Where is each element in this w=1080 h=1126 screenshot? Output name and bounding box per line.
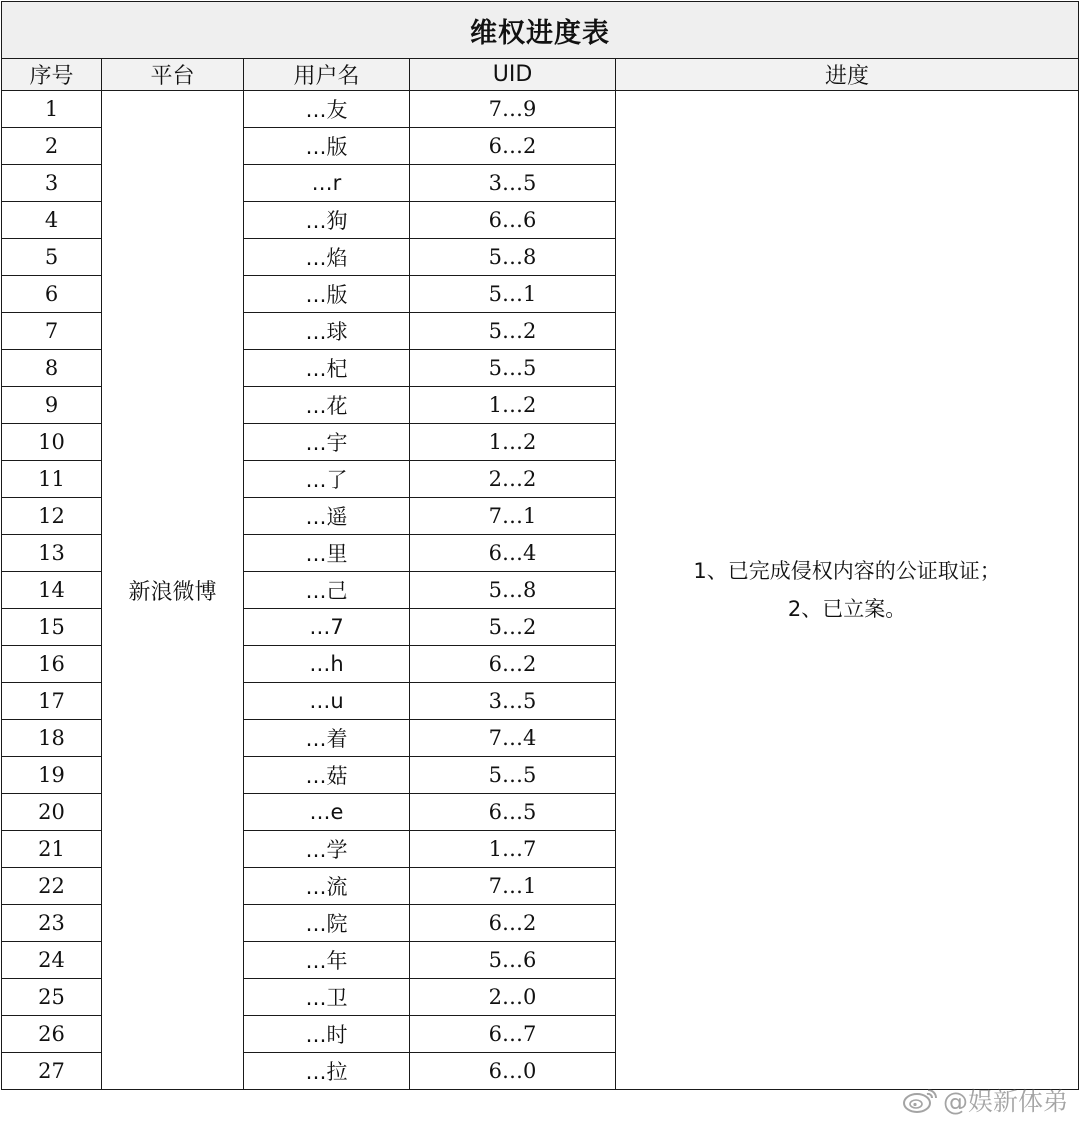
- row-username: …球: [244, 313, 410, 350]
- row-username: …花: [244, 387, 410, 424]
- row-index: 22: [2, 868, 102, 905]
- row-index: 15: [2, 609, 102, 646]
- row-username: …r: [244, 165, 410, 202]
- header-platform: 平台: [102, 59, 244, 91]
- row-uid: 6…2: [410, 905, 616, 942]
- row-username: …遥: [244, 498, 410, 535]
- row-username: …狗: [244, 202, 410, 239]
- weibo-logo-icon: [901, 1086, 939, 1114]
- row-uid: 7…1: [410, 868, 616, 905]
- header-uid: UID: [410, 59, 616, 91]
- row-username: …学: [244, 831, 410, 868]
- table-body: [2, 91, 1079, 1090]
- row-index: 20: [2, 794, 102, 831]
- platform-cell: 新浪微博: [102, 91, 244, 1090]
- progress-line: 2、已立案。: [787, 597, 907, 621]
- table-title: 维权进度表: [2, 2, 1079, 59]
- row-index: 26: [2, 1016, 102, 1053]
- row-uid: 6…6: [410, 202, 616, 239]
- row-uid: 3…5: [410, 683, 616, 720]
- row-username: …友: [244, 91, 410, 128]
- row-username: …卫: [244, 979, 410, 1016]
- progress-line: 1、已完成侵权内容的公证取证；: [693, 559, 1001, 583]
- row-uid: 1…2: [410, 424, 616, 461]
- row-uid: 6…4: [410, 535, 616, 572]
- row-uid: 5…8: [410, 572, 616, 609]
- row-username: …了: [244, 461, 410, 498]
- row-uid: 3…5: [410, 165, 616, 202]
- row-uid: 1…7: [410, 831, 616, 868]
- row-uid: 1…2: [410, 387, 616, 424]
- watermark: [901, 1082, 1068, 1118]
- row-username: …7: [244, 609, 410, 646]
- row-index: 25: [2, 979, 102, 1016]
- row-uid: 5…2: [410, 313, 616, 350]
- row-index: 21: [2, 831, 102, 868]
- row-username: …宇: [244, 424, 410, 461]
- row-index: 13: [2, 535, 102, 572]
- row-uid: 5…2: [410, 609, 616, 646]
- row-index: 18: [2, 720, 102, 757]
- row-username: …时: [244, 1016, 410, 1053]
- row-index: 1: [2, 91, 102, 128]
- row-uid: 5…5: [410, 757, 616, 794]
- row-index: 4: [2, 202, 102, 239]
- row-index: 14: [2, 572, 102, 609]
- header-row: [2, 59, 1079, 91]
- row-index: 12: [2, 498, 102, 535]
- row-index: 11: [2, 461, 102, 498]
- row-username: …年: [244, 942, 410, 979]
- header-progress: 进度: [616, 59, 1079, 91]
- row-uid: 6…2: [410, 646, 616, 683]
- row-username: …拉: [244, 1053, 410, 1090]
- watermark-text: @娱新体弟: [942, 1087, 1068, 1116]
- row-username: …版: [244, 128, 410, 165]
- row-index: 24: [2, 942, 102, 979]
- row-username: …版: [244, 276, 410, 313]
- row-uid: 5…6: [410, 942, 616, 979]
- progress-table: [1, 1, 1079, 1090]
- row-index: 10: [2, 424, 102, 461]
- row-uid: 5…8: [410, 239, 616, 276]
- row-index: 17: [2, 683, 102, 720]
- row-uid: 7…4: [410, 720, 616, 757]
- row-uid: 6…5: [410, 794, 616, 831]
- row-uid: 5…5: [410, 350, 616, 387]
- row-index: 23: [2, 905, 102, 942]
- row-uid: 2…0: [410, 979, 616, 1016]
- row-uid: 6…0: [410, 1053, 616, 1090]
- row-uid: 5…1: [410, 276, 616, 313]
- row-index: 5: [2, 239, 102, 276]
- row-username: …院: [244, 905, 410, 942]
- row-index: 3: [2, 165, 102, 202]
- row-username: …h: [244, 646, 410, 683]
- progress-cell: [616, 91, 1079, 1090]
- table-row: [2, 91, 1079, 128]
- row-index: 19: [2, 757, 102, 794]
- row-username: …里: [244, 535, 410, 572]
- row-uid: 2…2: [410, 461, 616, 498]
- row-index: 9: [2, 387, 102, 424]
- row-username: …e: [244, 794, 410, 831]
- header-username: 用户名: [244, 59, 410, 91]
- row-username: …己: [244, 572, 410, 609]
- row-username: …流: [244, 868, 410, 905]
- row-username: …u: [244, 683, 410, 720]
- row-username: …焰: [244, 239, 410, 276]
- row-uid: 6…7: [410, 1016, 616, 1053]
- row-index: 16: [2, 646, 102, 683]
- row-index: 2: [2, 128, 102, 165]
- progress-sheet: [1, 1, 1078, 1090]
- row-index: 6: [2, 276, 102, 313]
- row-username: …杞: [244, 350, 410, 387]
- row-index: 27: [2, 1053, 102, 1090]
- row-username: …着: [244, 720, 410, 757]
- row-uid: 7…1: [410, 498, 616, 535]
- row-index: 8: [2, 350, 102, 387]
- row-index: 7: [2, 313, 102, 350]
- row-uid: 7…9: [410, 91, 616, 128]
- row-username: …菇: [244, 757, 410, 794]
- row-uid: 6…2: [410, 128, 616, 165]
- header-index: 序号: [2, 59, 102, 91]
